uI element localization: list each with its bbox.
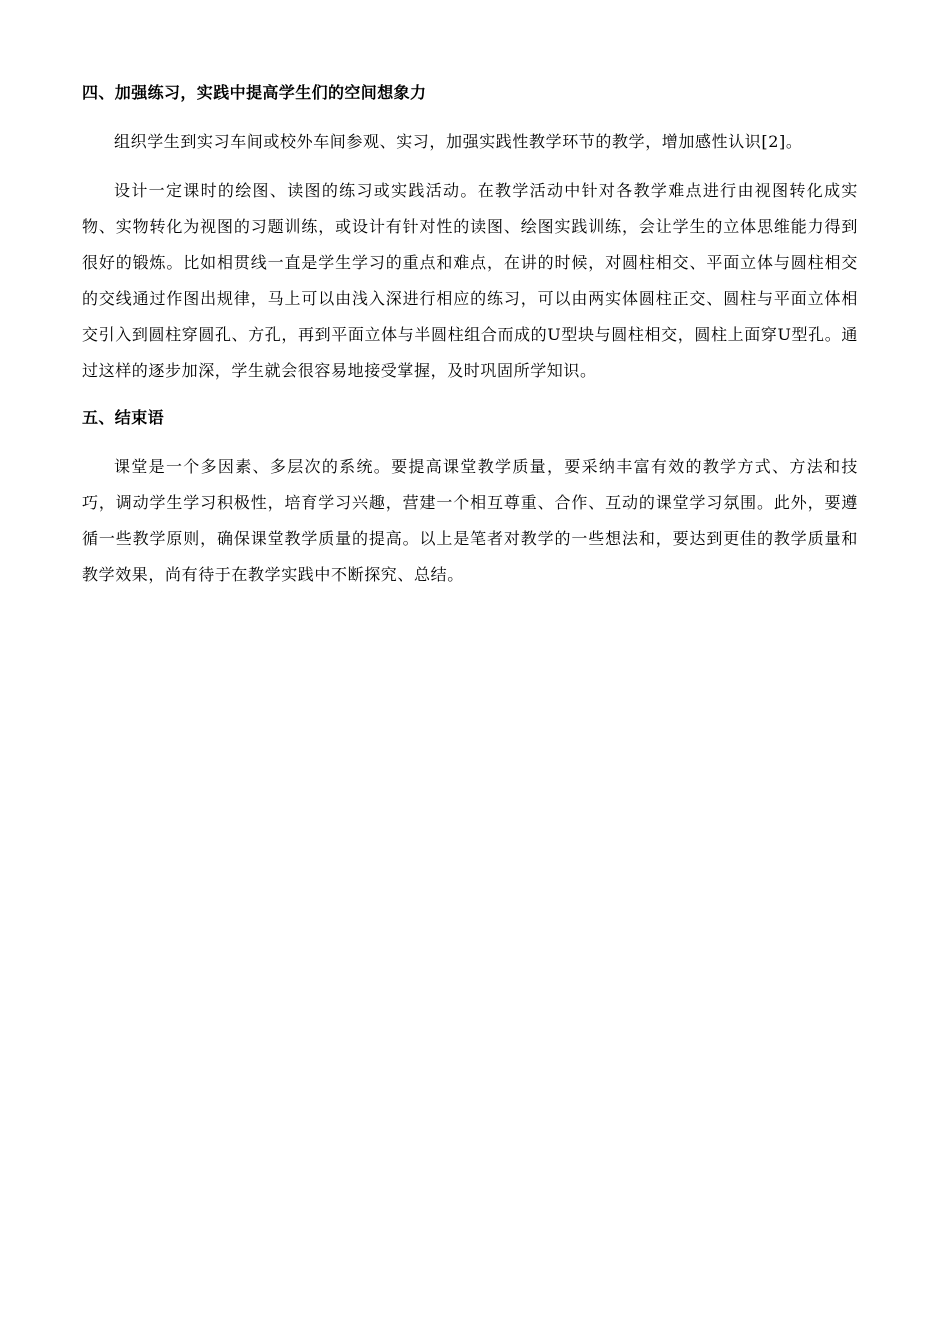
paragraph-conclusion: 课堂是一个多因素、多层次的系统。要提高课堂教学质量，要采纳丰富有效的教学方式、方法和技巧，调动学生学习积极性，培育学习兴趣，营建一个相互尊重、合作、互动的课堂学习氛围。此外，要遵循一些教学原则，确保课堂教学质量的提高。以上是笔者对教学的一些想法和，要达到更佳的教学质量和教学效果，尚有待于在教学实践中不断探究、总结。 (82, 457, 858, 584)
section-heading-conclusion: 五、结束语 (82, 408, 165, 427)
paragraph-workshop-visit: 组织学生到实习车间或校外车间参观、实习，加强实践性教学环节的教学，增加感性认识[2]。 (114, 132, 803, 151)
paragraph-drawing-practice: 设计一定课时的绘图、读图的练习或实践活动。在教学活动中针对各教学难点进行由视图转化成实物、实物转化为视图的习题训练，或设计有针对性的读图、绘图实践训练，会让学生的立体思维能力得到很好的锻炼。比如相贯线一直是学生学习的重点和难点，在讲的时候，对圆柱相交、平面立体与圆柱相交的交线通过作图出规律，马上可以由浅入深进行相应的练习，可以由两实体圆柱正交、圆柱与平面立体相交引入到圆柱穿圆孔、方孔，再到平面立体与半圆柱组合而成的U型块与圆柱相交，圆柱上面穿U型孔。通过这样的逐步加深，学生就会很容易地接受掌握，及时巩固所学知识。 (82, 181, 858, 380)
section-heading-practice: 四、加强练习，实践中提高学生们的空间想象力 (82, 83, 427, 102)
document-body (82, 78, 858, 593)
